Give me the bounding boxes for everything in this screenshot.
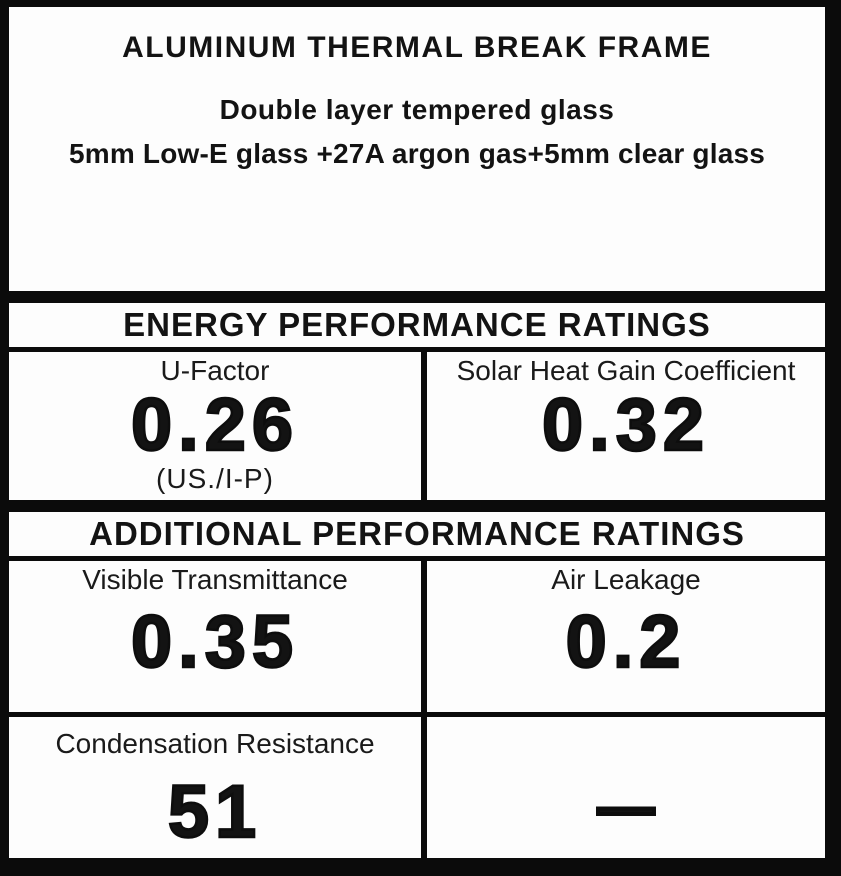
additional-ratings-header: ADDITIONAL PERFORMANCE RATINGS — [9, 512, 825, 556]
visible-transmittance-cell — [9, 561, 421, 712]
empty-rating-cell — [427, 717, 825, 858]
u-factor-label: U-Factor — [160, 355, 270, 386]
additional-ratings-row-2 — [9, 717, 825, 858]
visible-transmittance-label: Visible Transmittance — [82, 564, 348, 595]
section-divider-band — [9, 291, 825, 303]
condensation-resistance-label: Condensation Resistance — [55, 728, 375, 759]
section-divider-band — [9, 500, 825, 512]
energy-ratings-header: ENERGY PERFORMANCE RATINGS — [9, 303, 825, 347]
air-leakage-cell — [427, 561, 825, 712]
energy-ratings-row — [9, 352, 825, 500]
no-value-dash: — — [598, 775, 654, 838]
shgc-label: Solar Heat Gain Coefficient — [456, 355, 796, 386]
shgc-value: 0.32 — [541, 383, 711, 466]
glazing-description-line1: Double layer tempered glass — [219, 94, 615, 125]
air-leakage-label: Air Leakage — [551, 564, 701, 595]
additional-ratings-row-1 — [9, 561, 825, 712]
condensation-resistance-cell — [9, 717, 421, 858]
u-factor-cell — [9, 352, 421, 500]
product-description-section — [9, 7, 825, 291]
u-factor-unit: (US./I-P) — [156, 463, 274, 494]
glazing-description-line2: 5mm Low-E glass +27A argon gas+5mm clear glass — [68, 138, 766, 169]
u-factor-value: 0.26 — [130, 383, 300, 466]
visible-transmittance-value: 0.35 — [130, 600, 300, 683]
air-leakage-value: 0.2 — [565, 600, 687, 683]
condensation-resistance-value: 51 — [167, 770, 263, 853]
frame-title: ALUMINUM THERMAL BREAK FRAME — [122, 31, 712, 64]
label-body — [9, 7, 825, 858]
shgc-cell — [427, 352, 825, 500]
